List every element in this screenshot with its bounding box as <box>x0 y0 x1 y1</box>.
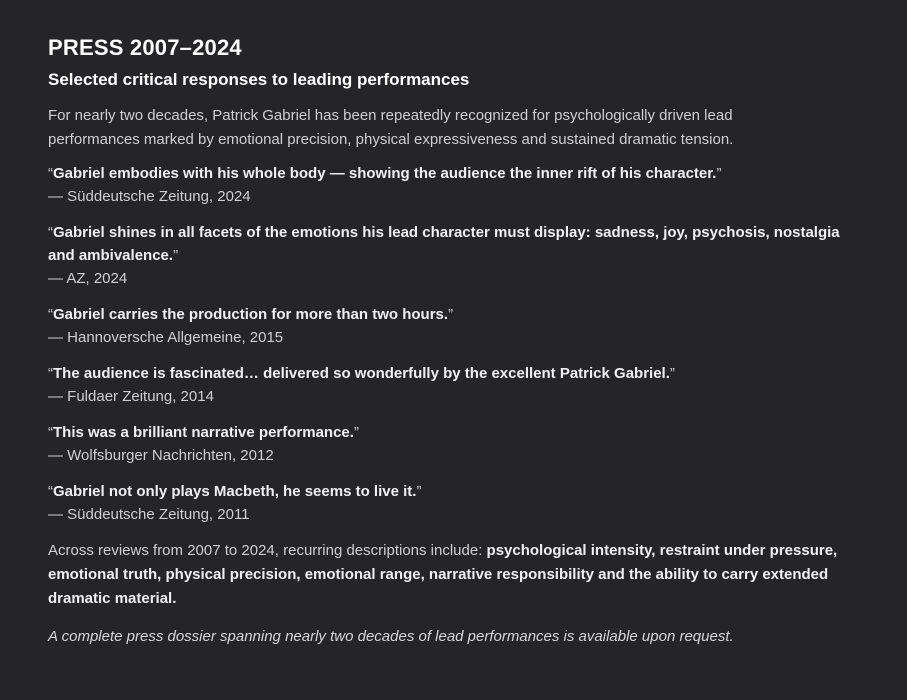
quote-close-mark: ” <box>353 424 359 441</box>
quote-text <box>48 362 859 385</box>
summary-prefix: Across reviews from 2007 to 2024, recurring descriptions include: <box>48 542 487 559</box>
press-quotes-list <box>48 162 859 526</box>
press-quote <box>48 303 859 349</box>
quote-text <box>48 221 859 267</box>
intro-paragraph: For nearly two decades, Patrick Gabriel has been repeatedly recognized for psychologically driven lead performances marked by emotional precision, physical expressiveness and sustained dramatic tension. <box>48 107 734 148</box>
quote-close-mark: ” <box>669 365 675 382</box>
page-subtitle: Selected critical responses to leading performances <box>48 70 470 89</box>
quote-open-mark: “ <box>48 165 53 182</box>
quote-close-mark: ” <box>716 165 722 182</box>
quote-open-mark: “ <box>48 483 53 500</box>
quote-open-mark: “ <box>48 306 53 323</box>
quote-text <box>48 480 859 503</box>
press-dossier-note: A complete press dossier spanning nearly two decades of lead performances is available upon request. <box>48 628 734 645</box>
page-title: PRESS 2007–2024 <box>48 35 242 60</box>
quote-open-mark: “ <box>48 224 53 241</box>
summary-paragraph <box>48 539 858 611</box>
quote-close-mark: ” <box>416 483 422 500</box>
press-quote <box>48 362 859 408</box>
quote-text <box>48 421 859 444</box>
press-quote <box>48 162 859 208</box>
quote-body: This was a brilliant narrative performance. <box>53 424 354 441</box>
press-quote <box>48 221 859 290</box>
quote-body: Gabriel shines in all facets of the emotions his lead character must display: sadness, joy, psychosis, nostalgia and ambivalence. <box>48 224 840 264</box>
summary-emphasis: psychological intensity, restraint under pressure, emotional truth, physical precision, emotional range, narrative responsibility and the ability to carry extended dramatic material. <box>48 542 838 607</box>
press-quote <box>48 480 859 526</box>
quote-body: Gabriel carries the production for more than two hours. <box>53 306 449 323</box>
quote-source: — Süddeutsche Zeitung, 2011 <box>48 506 250 523</box>
quote-open-mark: “ <box>48 365 53 382</box>
press-quote <box>48 421 859 467</box>
quote-close-mark: ” <box>173 247 179 264</box>
quote-source: — Fuldaer Zeitung, 2014 <box>48 388 214 405</box>
quote-body: Gabriel not only plays Macbeth, he seems to live it. <box>53 483 417 500</box>
quote-open-mark: “ <box>48 424 53 441</box>
quote-close-mark: ” <box>448 306 454 323</box>
quote-body: The audience is fascinated… delivered so wonderfully by the excellent Patrick Gabriel. <box>53 365 670 382</box>
quote-body: Gabriel embodies with his whole body — showing the audience the inner rift of his character. <box>53 165 717 182</box>
quote-source: — Hannoversche Allgemeine, 2015 <box>48 329 284 346</box>
quote-source: — Süddeutsche Zeitung, 2024 <box>48 188 251 205</box>
quote-text <box>48 303 859 326</box>
quote-source: — Wolfsburger Nachrichten, 2012 <box>48 447 274 464</box>
quote-text <box>48 162 859 185</box>
quote-source: — AZ, 2024 <box>48 270 128 287</box>
